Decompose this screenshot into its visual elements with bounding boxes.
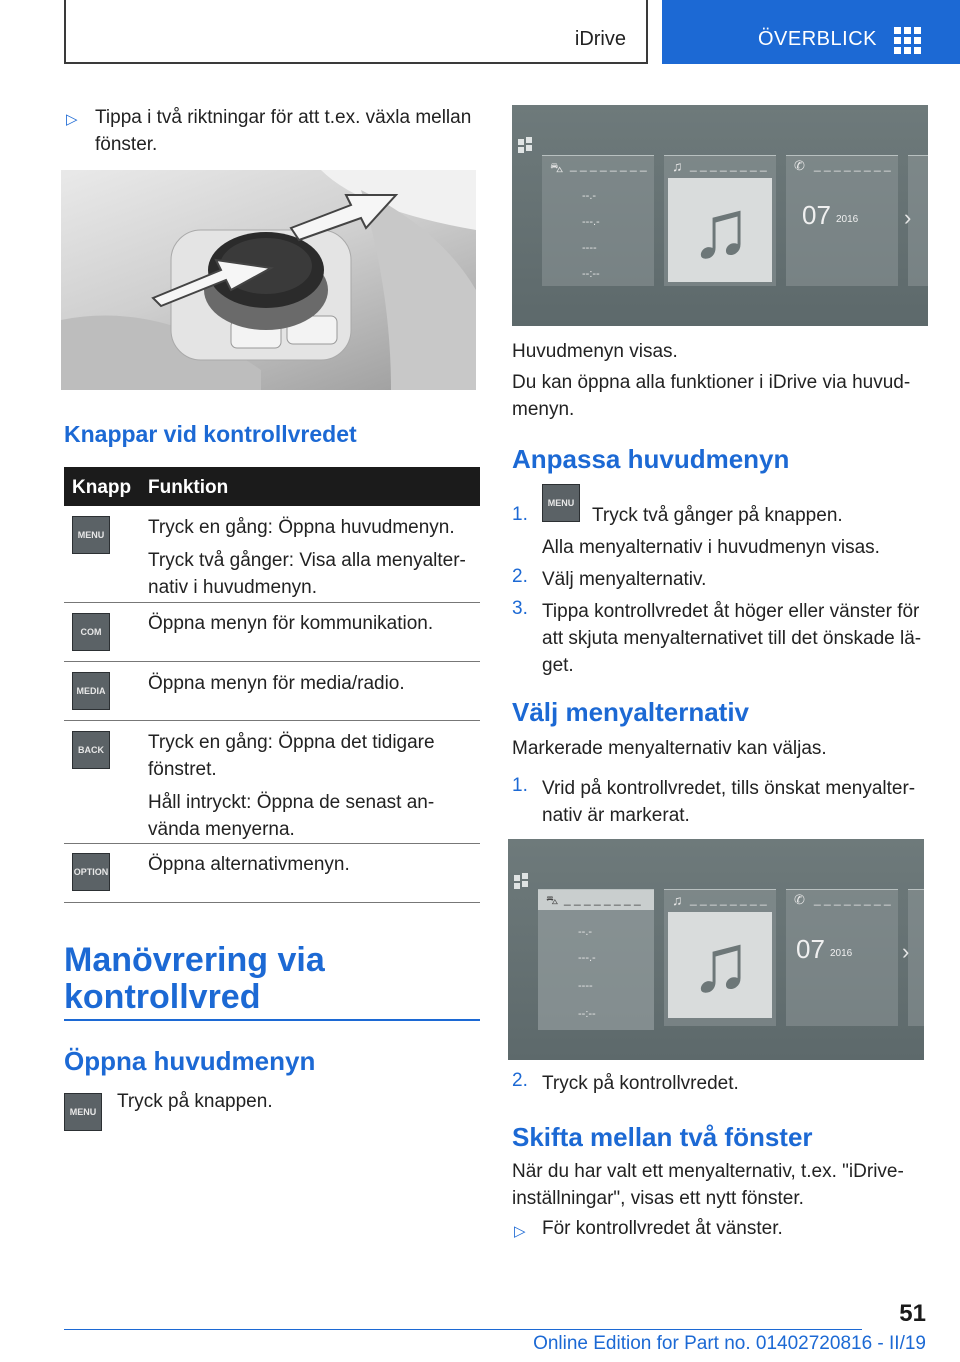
step-text: Välj menyalternativ. [542,569,707,590]
chapter-underline [64,1019,480,1021]
bullet-line: fönster. [95,134,158,155]
table-row [148,851,350,878]
chapter-title-line: Manövrering via [64,941,325,979]
switch-text [512,1158,904,1212]
step-text: Tryck på kontrollvredet. [542,1073,739,1094]
cell-line: vända menyerna. [148,819,295,840]
row-divider [64,602,480,603]
row-divider [64,661,480,662]
col-funktion: Funktion [148,477,229,498]
step-number: 1. [512,504,528,525]
tile-value: ---.- [582,216,600,228]
row-divider [64,902,480,903]
cell-line: Tryck två gånger: Visa alla menyalter- [148,550,466,571]
step-number: 1. [512,775,528,796]
grid-icon[interactable] [894,27,922,55]
chapter-title [64,942,325,1016]
date-day: 07 [802,200,831,230]
step-sub: Alla menyalternativ i huvudmenyn visas. [542,537,880,558]
date-year: 2016 [836,214,859,225]
menu-shown-text: Huvudmenyn visas. [512,341,678,362]
music-note-icon: ♫ [672,158,683,174]
footer-edition: Online Edition for Part no. 01402720816 - II/19 [533,1333,926,1354]
step-text [542,775,915,829]
tile-dashes: _ _ _ _ _ _ _ _ [690,158,767,172]
tile-value: ---- [582,242,597,254]
tile-dashes: _ _ _ _ _ _ _ _ [570,158,647,172]
tile-vehicle [542,155,654,286]
controller-photo [61,170,476,390]
switch-line: När du har valt ett menyalternativ, t.ex. "iDrive- [512,1161,904,1182]
cell-line: nativ i huvudmenyn. [148,577,317,598]
table-header [64,467,480,506]
phone-icon: ✆ [794,158,805,173]
footer-divider [64,1329,862,1330]
tile-vehicle-selected [538,889,654,1030]
tile-dashes: _ _ _ _ _ _ _ _ [690,892,767,906]
menu-button-icon: MENU [72,516,110,554]
bullet-line: Tippa i två riktningar för att t.ex. växla mellan [95,107,472,128]
cell-line: Öppna alternativmenyn. [148,854,350,875]
tile-partial [908,889,924,1026]
tile-value: --.- [578,926,593,938]
open-menu-heading: Öppna huvudmenyn [64,1046,316,1076]
music-note-large-icon: ♫ [690,918,752,1009]
header-chapter-label: ÖVERBLICK [758,28,877,50]
music-note-large-icon: ♫ [690,184,752,275]
bullet-triangle-icon: ▷ [66,111,78,128]
album-art [668,912,772,1018]
tile-communication [786,155,898,286]
menu-desc [512,369,910,423]
step-line: Vrid på kontrollvredet, tills önskat menyalter- [542,778,916,799]
idrive-screen-image-highlighted [508,839,924,1060]
header-section-title: iDrive [574,28,626,50]
com-button-icon: COM [72,613,110,651]
table-row [148,729,435,843]
media-button-icon: MEDIA [72,672,110,710]
tile-media [664,155,776,286]
date-year: 2016 [830,948,853,959]
car-icon: ⛍ [546,893,559,907]
tile-value: ---.- [578,952,596,964]
chevron-right-icon: › [902,939,910,964]
tile-dashes: _ _ _ _ _ _ _ _ [564,892,641,906]
cell-line: fönstret. [148,759,217,780]
step-line: nativ är markerat. [542,805,690,826]
step-line: get. [542,655,574,676]
tile-value: --:-- [578,1008,596,1020]
step-number: 2. [512,1070,528,1091]
customize-heading: Anpassa huvudmenyn [512,444,790,474]
tile-value: --.- [582,190,597,202]
table-row [148,670,405,697]
album-art [668,178,772,282]
cell-line: Tryck en gång: Öppna det tidigare [148,732,435,753]
bullet-text [95,104,471,158]
step-text [542,598,921,679]
switch-heading: Skifta mellan två fönster [512,1122,813,1152]
step-number: 2. [512,566,528,587]
open-menu-text: Tryck på knappen. [117,1091,273,1112]
row-divider [64,720,480,721]
cell-line: Öppna menyn för media/radio. [148,673,405,694]
car-icon: ⛍ [550,160,564,175]
option-button-icon: OPTION [72,853,110,891]
switch-line: inställningar", visas ett nytt fönster. [512,1188,804,1209]
table-row [148,610,433,637]
header-bar [64,0,648,64]
chevron-right-icon: › [904,205,912,230]
menu-desc-line: Du kan öppna alla funktioner i iDrive via huvud- [512,372,911,393]
phone-icon: ✆ [794,892,805,907]
menu-grid-icon [518,135,538,155]
select-heading: Välj menyalternativ [512,697,749,727]
menu-desc-line: menyn. [512,399,575,420]
page-number: 51 [899,1300,926,1327]
tile-media [664,889,776,1026]
bullet-triangle-icon: ▷ [514,1223,526,1240]
step-line: Tippa kontrollvredet åt höger eller vänster för [542,601,920,622]
tile-dashes: _ _ _ _ _ _ _ _ [814,158,891,172]
back-button-icon: BACK [72,731,110,769]
tile-value: --:-- [582,268,600,280]
select-intro: Markerade menyalternativ kan väljas. [512,738,827,759]
buttons-heading: Knappar vid kontrollvredet [64,421,357,447]
menu-button-icon: MENU [542,484,580,522]
cell-line: Tryck en gång: Öppna huvudmenyn. [148,517,455,538]
date-day: 07 [796,934,825,964]
tile-value: ---- [578,980,593,992]
chapter-title-line: kontrollvred [64,978,261,1016]
music-note-icon: ♫ [672,892,683,908]
tile-dashes: _ _ _ _ _ _ _ _ [814,892,891,906]
menu-grid-icon [514,871,534,891]
tile-communication [786,889,898,1026]
step-text: Tryck två gånger på knappen. [592,505,843,526]
col-knapp: Knapp [72,477,132,498]
row-divider [64,843,480,844]
table-row [148,514,466,601]
menu-button-icon: MENU [64,1093,102,1131]
switch-bullet: För kontrollvredet åt vänster. [542,1218,783,1239]
header-chapter-tab[interactable] [662,0,960,64]
step-line: att skjuta menyalternativet till det önskade lä- [542,628,922,649]
cell-line: Öppna menyn för kommunikation. [148,613,434,634]
cell-line: Håll intryckt: Öppna de senast an- [148,792,435,813]
idrive-screen-image [512,105,928,326]
step-number: 3. [512,598,528,619]
